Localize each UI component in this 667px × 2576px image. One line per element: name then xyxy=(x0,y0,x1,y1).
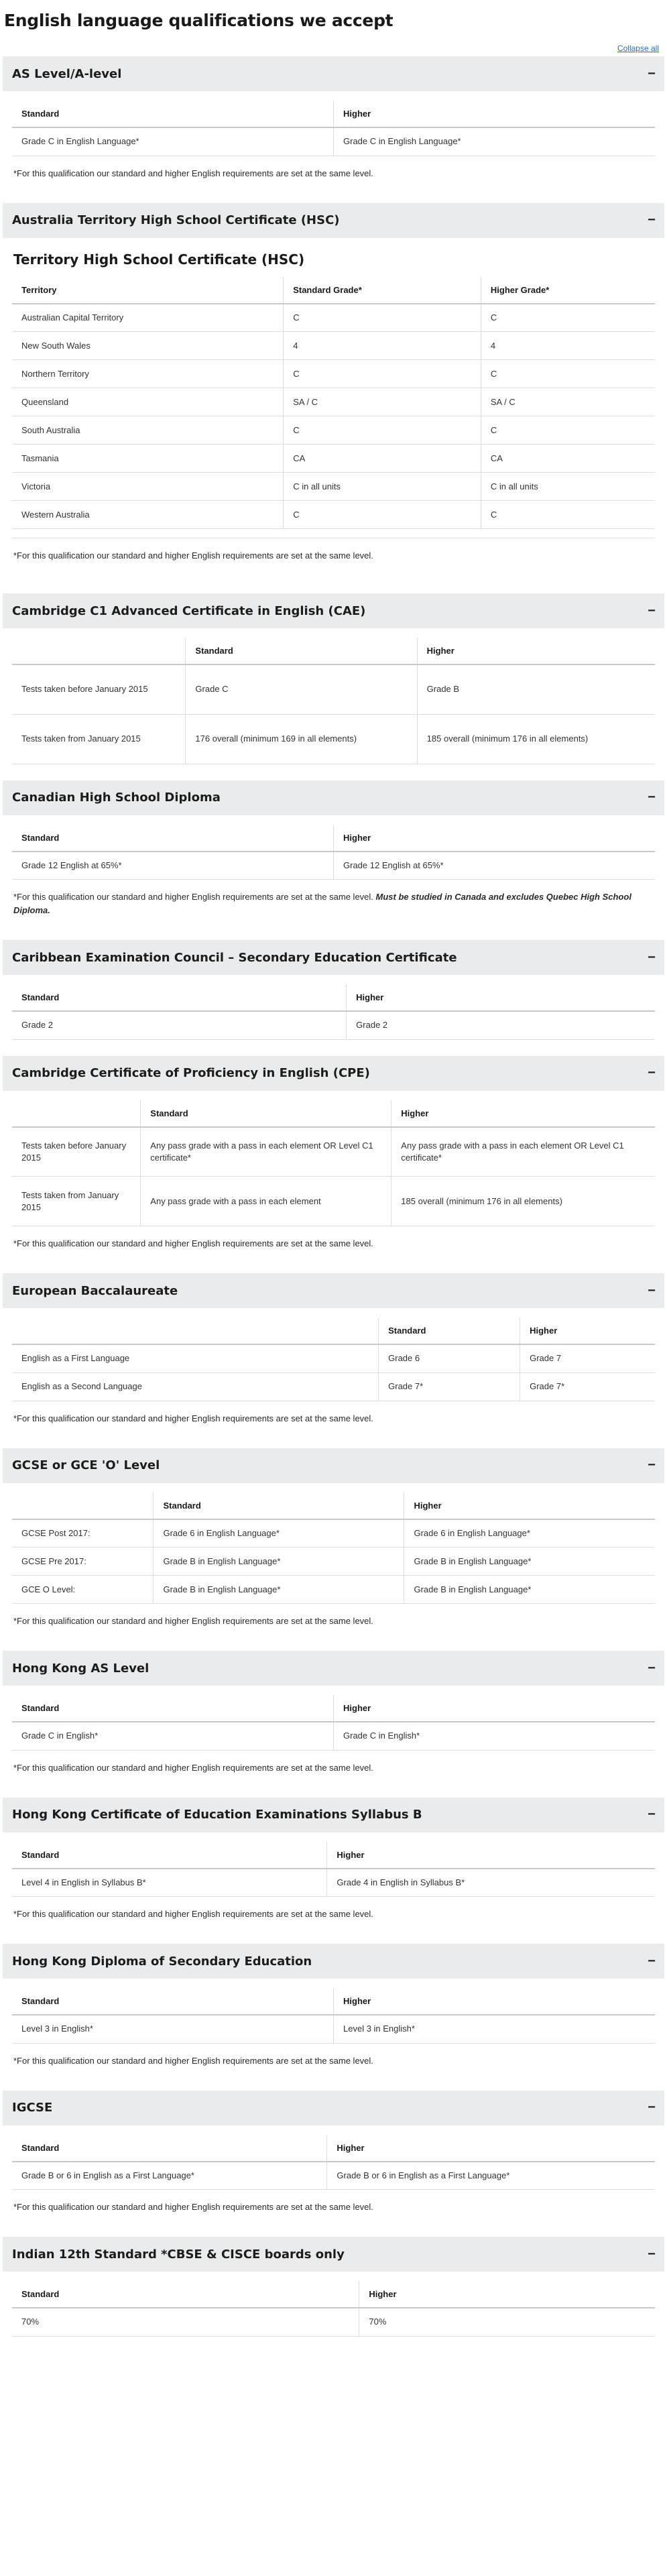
column-header: Higher xyxy=(391,1100,655,1127)
footnote: *For this qualification our standard and higher English requirements are set at the same level. xyxy=(13,1762,373,1773)
accordion-title: European Baccalaureate xyxy=(12,1283,178,1298)
column-header: Higher xyxy=(334,825,656,852)
table-row xyxy=(12,852,655,880)
spacer xyxy=(12,2068,655,2091)
accordion-title: IGCSE xyxy=(12,2101,53,2115)
minus-icon[interactable]: − xyxy=(648,2246,656,2262)
spacer xyxy=(12,180,655,203)
accordion-title: Hong Kong Certificate of Education Examinations Syllabus B xyxy=(12,1808,422,1822)
table-header-row xyxy=(12,1100,655,1127)
spacer xyxy=(12,1775,655,1798)
table-cell: Any pass grade with a pass in each element xyxy=(141,1177,391,1226)
minus-icon[interactable]: − xyxy=(648,1065,656,1080)
table-cell: Australian Capital Territory xyxy=(12,304,284,332)
column-header: Higher xyxy=(334,101,656,127)
table-cell: Queensland xyxy=(12,388,284,416)
requirements-table xyxy=(12,638,655,764)
table-cell: Level 4 in English in Syllabus B* xyxy=(12,1869,327,1897)
table-cell: 185 overall (minimum 176 in all elements) xyxy=(391,1177,655,1226)
table-row xyxy=(12,360,655,388)
accordion-header[interactable] xyxy=(3,2237,664,2272)
section-caribbean xyxy=(3,940,664,1056)
requirements-table xyxy=(12,1100,655,1227)
page-title: English language qualifications we accept xyxy=(4,11,393,30)
table-cell: GCSE Pre 2017: xyxy=(12,1547,154,1576)
table-header-row xyxy=(12,1492,655,1519)
column-header: Standard xyxy=(12,1988,334,2015)
table-cell: English as a First Language xyxy=(12,1344,379,1372)
accordion-header[interactable] xyxy=(3,940,664,975)
column-header: Standard xyxy=(379,1318,520,1344)
table-row xyxy=(12,1177,655,1226)
section-a-level xyxy=(3,56,664,203)
table-cell: Grade 6 in English Language* xyxy=(154,1519,404,1547)
table-cell: Tasmania xyxy=(12,445,284,473)
table-header-row xyxy=(12,1695,655,1722)
footnote: *For this qualification our standard and higher English requirements are set at the same level. xyxy=(13,168,373,178)
accordion-title: Hong Kong AS Level xyxy=(12,1661,149,1676)
column-header xyxy=(12,1100,141,1127)
table-cell: Grade 7* xyxy=(520,1372,655,1401)
table-subtitle: Territory High School Certificate (HSC) xyxy=(13,251,305,268)
table-cell: C xyxy=(481,360,655,388)
accordion-header[interactable] xyxy=(3,203,664,238)
accordion-body xyxy=(3,238,664,594)
spacer xyxy=(12,1040,655,1056)
minus-icon[interactable]: − xyxy=(648,1953,656,1969)
table-cell: Grade B xyxy=(417,664,655,714)
table-cell: Any pass grade with a pass in each element OR Level C1 certificate* xyxy=(141,1127,391,1177)
minus-icon[interactable]: − xyxy=(648,213,656,227)
section-gcse xyxy=(3,1448,664,1651)
table-cell: Tests taken before January 2015 xyxy=(12,664,186,714)
footnote: *For this qualification our standard and higher English requirements are set at the same level. xyxy=(13,550,373,561)
spacer xyxy=(12,764,655,780)
table-cell: C in all units xyxy=(481,473,655,501)
accordion-title: Australia Territory High School Certificate (HSC) xyxy=(12,213,340,227)
accordion-header[interactable] xyxy=(3,593,664,628)
table-cell: SA / C xyxy=(284,388,481,416)
section-hkcee xyxy=(3,1798,664,1944)
table-cell: C xyxy=(284,501,481,529)
requirements-table xyxy=(12,825,655,880)
table-row xyxy=(12,304,655,332)
table-row xyxy=(12,501,655,529)
table-header-row xyxy=(12,984,655,1011)
accordion-title: Canadian High School Diploma xyxy=(12,791,221,805)
table-cell: Victoria xyxy=(12,473,284,501)
minus-icon[interactable]: − xyxy=(648,1660,656,1676)
column-header: Standard xyxy=(12,1842,327,1869)
section-hong-kong-as-level xyxy=(3,1651,664,1798)
column-header: Higher xyxy=(359,2281,655,2308)
table-cell: C xyxy=(481,501,655,529)
table-cell: Grade C in English Language* xyxy=(334,127,656,156)
section-hkdse xyxy=(3,1944,664,2091)
minus-icon[interactable]: − xyxy=(648,603,656,618)
accordion-title: Hong Kong Diploma of Secondary Education xyxy=(12,1954,312,1969)
table-cell: 176 overall (minimum 169 in all elements) xyxy=(186,714,417,764)
column-header: Higher xyxy=(334,1988,656,2015)
minus-icon[interactable]: − xyxy=(648,949,656,965)
table-cell: Grade B in English Language* xyxy=(154,1547,404,1576)
column-header: Standard xyxy=(154,1492,404,1519)
requirements-table xyxy=(12,277,655,530)
accordion-title: Cambridge Certificate of Proficiency in English (CPE) xyxy=(12,1066,370,1080)
table-cell: 70% xyxy=(359,2308,655,2336)
accordion-header[interactable] xyxy=(3,1944,664,1979)
table-cell: Level 3 in English* xyxy=(12,2015,334,2043)
table-row xyxy=(12,1722,655,1750)
requirements-table xyxy=(12,984,655,1040)
column-header: Higher xyxy=(520,1318,655,1344)
accordion-body xyxy=(3,975,664,1056)
table-cell: Grade 6 xyxy=(379,1344,520,1372)
accordion-body xyxy=(3,815,664,941)
accordion-body xyxy=(3,91,664,203)
table-cell: Grade C in English* xyxy=(334,1722,656,1750)
table-cell: Grade B in English Language* xyxy=(404,1576,655,1604)
table-row xyxy=(12,2308,655,2336)
table-cell: 4 xyxy=(481,332,655,360)
table-row xyxy=(12,332,655,360)
accordion-header[interactable] xyxy=(3,2091,664,2125)
minus-icon[interactable]: − xyxy=(648,790,656,805)
spacer xyxy=(12,1921,655,1944)
section-cpe xyxy=(3,1056,664,1274)
table-cell: C xyxy=(481,304,655,332)
table-row xyxy=(12,2015,655,2043)
table-cell: Grade 12 English at 65%* xyxy=(12,852,334,880)
column-header: Higher xyxy=(327,1842,655,1869)
accordion-body xyxy=(3,1483,664,1651)
section-hsc xyxy=(3,203,664,594)
table-cell: C xyxy=(481,416,655,445)
accordion-title: Cambridge C1 Advanced Certificate in English (CAE) xyxy=(12,603,366,618)
table-cell: 70% xyxy=(12,2308,359,2336)
column-header: Territory xyxy=(12,277,284,304)
footnote: *For this qualification our standard and higher English requirements are set at the same level. xyxy=(13,1616,373,1626)
table-row xyxy=(12,473,655,501)
column-header: Standard xyxy=(12,984,347,1011)
spacer xyxy=(12,1425,655,1448)
requirements-table xyxy=(12,1695,655,1751)
spacer xyxy=(12,1250,655,1273)
accordion-body xyxy=(3,1091,664,1274)
table-header-row xyxy=(12,2281,655,2308)
accordion-header[interactable] xyxy=(3,1273,664,1308)
table-row xyxy=(12,1344,655,1372)
table-cell: Grade 12 English at 65%* xyxy=(334,852,656,880)
table-row xyxy=(12,1547,655,1576)
table-cell: Tests taken before January 2015 xyxy=(12,1127,141,1177)
section-indian-12th xyxy=(3,2237,664,2337)
minus-icon[interactable]: − xyxy=(648,1807,656,1822)
column-header: Standard xyxy=(12,2281,359,2308)
section-european-baccalaureate xyxy=(3,1273,664,1448)
spacer xyxy=(12,2214,655,2237)
footnote: *For this qualification our standard and higher English requirements are set at the same level. xyxy=(13,2055,373,2066)
table-row xyxy=(12,388,655,416)
table-cell: C in all units xyxy=(284,473,481,501)
requirements-table xyxy=(12,1988,655,2044)
table-cell: Grade 7* xyxy=(379,1372,520,1401)
table-cell: Grade B in English Language* xyxy=(154,1576,404,1604)
accordion-header[interactable] xyxy=(3,56,664,91)
spacer xyxy=(12,563,655,593)
table-header-row xyxy=(12,277,655,304)
minus-icon[interactable]: − xyxy=(648,2100,656,2115)
table-row xyxy=(12,714,655,764)
accordion-body xyxy=(3,2125,664,2237)
table-row xyxy=(12,416,655,445)
footnote: *For this qualification our standard and higher English requirements are set at the same level. xyxy=(13,1909,373,1919)
footnote: *For this qualification our standard and higher English requirements are set at the same level. xyxy=(13,1413,373,1423)
collapse-all-link[interactable]: Collapse all xyxy=(617,44,659,53)
footnote-text: *For this qualification our standard and higher English requirements are set at the same level. xyxy=(13,892,373,902)
column-header: Higher xyxy=(327,2135,655,2162)
table-row xyxy=(12,2162,655,2190)
table-row xyxy=(12,1519,655,1547)
table-header-row xyxy=(12,1988,655,2015)
table-cell: Western Australia xyxy=(12,501,284,529)
accordion-header[interactable] xyxy=(3,1056,664,1091)
table-cell: C xyxy=(284,360,481,388)
table-cell: 4 xyxy=(284,332,481,360)
table-cell: Grade B or 6 in English as a First Language* xyxy=(327,2162,655,2190)
column-header xyxy=(12,1492,154,1519)
table-cell: Grade C in English* xyxy=(12,1722,334,1750)
accordion-header[interactable] xyxy=(3,780,664,815)
table-row xyxy=(12,1011,655,1039)
accordion-header[interactable] xyxy=(3,1448,664,1483)
accordion-title: Indian 12th Standard *CBSE & CISCE boards only xyxy=(12,2247,345,2262)
divider xyxy=(12,529,655,538)
table-cell: CA xyxy=(284,445,481,473)
column-header: Standard xyxy=(12,1695,334,1722)
table-cell: Grade 2 xyxy=(12,1011,347,1039)
table-cell: CA xyxy=(481,445,655,473)
footnote: *For this qualification our standard and higher English requirements are set at the same level. xyxy=(13,2202,373,2212)
section-cae xyxy=(3,593,664,780)
table-cell: Grade B in English Language* xyxy=(404,1547,655,1576)
accordion-body xyxy=(3,2272,664,2337)
table-cell: Tests taken from January 2015 xyxy=(12,714,186,764)
requirements-table xyxy=(12,101,655,156)
footnote xyxy=(12,880,655,917)
accordion-title: AS Level/A-level xyxy=(12,66,122,81)
table-cell: English as a Second Language xyxy=(12,1372,379,1401)
table-cell: Level 3 in English* xyxy=(334,2015,656,2043)
table-cell: New South Wales xyxy=(12,332,284,360)
table-cell: C xyxy=(284,304,481,332)
accordion-body xyxy=(3,1308,664,1448)
table-cell: Any pass grade with a pass in each element OR Level C1 certificate* xyxy=(391,1127,655,1177)
table-cell: C xyxy=(284,416,481,445)
table-row xyxy=(12,445,655,473)
table-cell: Grade 7 xyxy=(520,1344,655,1372)
column-header: Higher xyxy=(417,638,655,664)
column-header: Standard xyxy=(12,825,334,852)
accordion-body xyxy=(3,1832,664,1944)
accordion-body xyxy=(3,1686,664,1798)
minus-icon[interactable]: − xyxy=(648,1283,656,1298)
table-row xyxy=(12,1372,655,1401)
column-header: Standard xyxy=(141,1100,391,1127)
table-cell: 185 overall (minimum 176 in all elements) xyxy=(417,714,655,764)
table-cell: GCE O Level: xyxy=(12,1576,154,1604)
table-cell: Grade B or 6 in English as a First Language* xyxy=(12,2162,327,2190)
accordion-header[interactable] xyxy=(3,1798,664,1832)
footnote-emphasis: Must be studied in Canada and excludes Quebec High School Diploma. xyxy=(13,892,631,915)
table-row xyxy=(12,1576,655,1604)
table-cell: SA / C xyxy=(481,388,655,416)
table-header-row xyxy=(12,638,655,664)
minus-icon[interactable]: − xyxy=(648,1458,656,1472)
column-header: Standard xyxy=(186,638,417,664)
table-row xyxy=(12,127,655,156)
table-row xyxy=(12,1869,655,1897)
spacer xyxy=(12,917,655,940)
column-header: Higher xyxy=(347,984,655,1011)
table-cell: Tests taken from January 2015 xyxy=(12,1177,141,1226)
collapse-row xyxy=(3,43,664,56)
requirements-table xyxy=(12,1492,655,1604)
column-header: Higher xyxy=(334,1695,656,1722)
table-cell: GCSE Post 2017: xyxy=(12,1519,154,1547)
spacer xyxy=(12,1628,655,1651)
table-header-row xyxy=(12,825,655,852)
requirements-table xyxy=(12,1318,655,1401)
table-header-row xyxy=(12,1318,655,1344)
table-cell: Grade C in English Language* xyxy=(12,127,334,156)
table-cell: Grade 4 in English in Syllabus B* xyxy=(327,1869,655,1897)
table-row xyxy=(12,664,655,714)
table-cell: Grade C xyxy=(186,664,417,714)
column-header: Standard xyxy=(12,101,334,127)
column-header: Higher Grade* xyxy=(481,277,655,304)
column-header: Higher xyxy=(404,1492,655,1519)
table-header-row xyxy=(12,2135,655,2162)
requirements-table xyxy=(12,2281,655,2337)
minus-icon[interactable]: − xyxy=(648,66,656,81)
table-header-row xyxy=(12,1842,655,1869)
column-header: Standard Grade* xyxy=(284,277,481,304)
table-cell: Grade 6 in English Language* xyxy=(404,1519,655,1547)
table-cell: Grade 2 xyxy=(347,1011,655,1039)
table-header-row xyxy=(12,101,655,127)
table-cell: Northern Territory xyxy=(12,360,284,388)
requirements-table xyxy=(12,1842,655,1897)
table-cell: South Australia xyxy=(12,416,284,445)
column-header xyxy=(12,1318,379,1344)
accordion-body xyxy=(3,1979,664,2091)
section-igcse xyxy=(3,2091,664,2237)
column-header: Standard xyxy=(12,2135,327,2162)
requirements-table xyxy=(12,2135,655,2190)
accordion-header[interactable] xyxy=(3,1651,664,1686)
accordion-body xyxy=(3,628,664,780)
accordion-title: GCSE or GCE 'O' Level xyxy=(12,1458,160,1472)
footnote: *For this qualification our standard and higher English requirements are set at the same level. xyxy=(13,1238,373,1248)
accordion-title: Caribbean Examination Council – Secondary Education Certificate xyxy=(12,950,457,965)
column-header xyxy=(12,638,186,664)
table-row xyxy=(12,1127,655,1177)
section-canadian xyxy=(3,780,664,941)
